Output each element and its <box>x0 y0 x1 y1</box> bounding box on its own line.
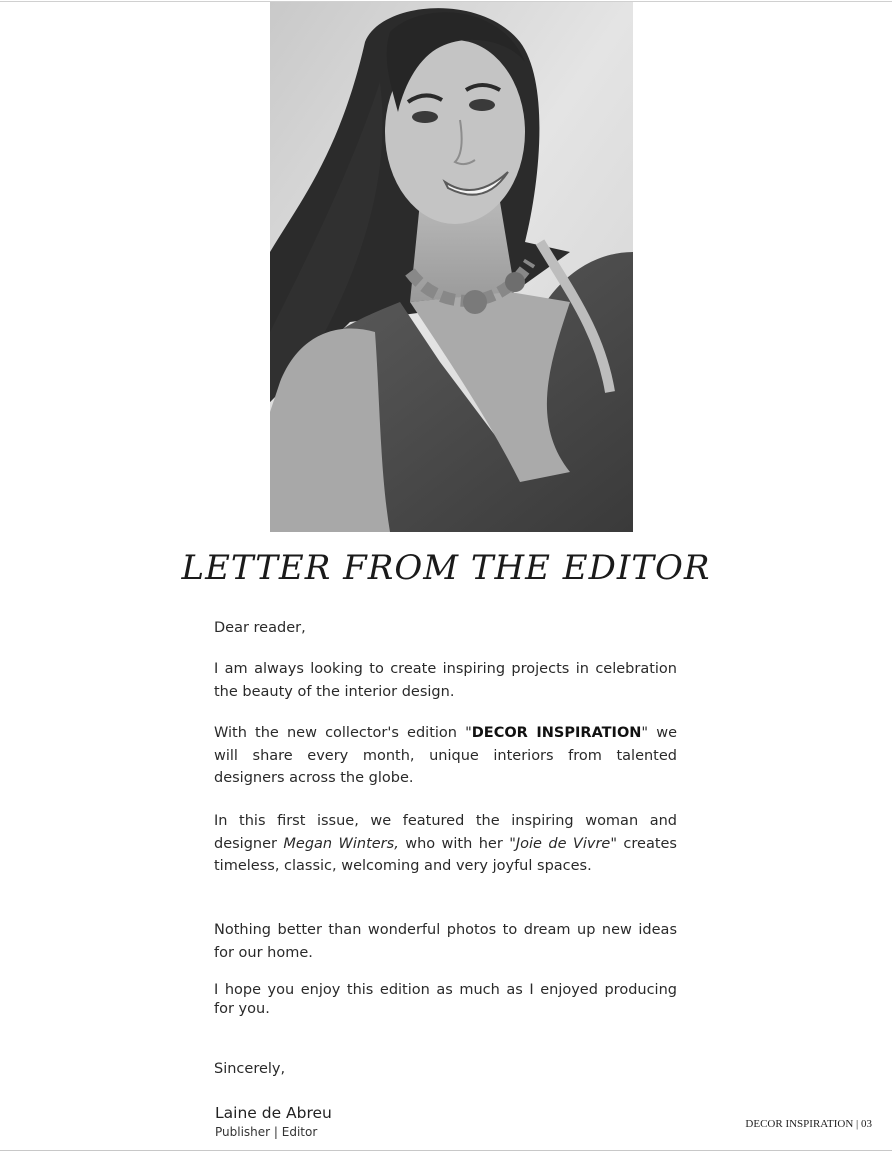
p3-text-end: " creates timeless, classic, welcoming and very joyful spaces. <box>214 835 677 874</box>
letter-greeting: Dear reader, <box>214 620 306 636</box>
p3-text-start: In this first issue, we featured the inspiring woman and designer <box>214 813 677 852</box>
letter-closing: Sincerely, <box>214 1061 286 1077</box>
footer-publication: DECOR INSPIRATION <box>745 1118 854 1130</box>
signature-title: Publisher | Editor <box>215 1125 318 1139</box>
p2-text-start: With the new collector's edition " <box>214 725 472 741</box>
signature-name: Laine de Abreu <box>215 1104 332 1122</box>
p3-text-middle: who with her " <box>398 835 516 852</box>
page-number: 03 <box>861 1118 872 1130</box>
letter-paragraph-2 <box>214 722 677 790</box>
page-footer <box>745 1118 872 1130</box>
magazine-name-emphasis: DECOR INSPIRATION <box>471 725 642 741</box>
letter-paragraph-3 <box>214 810 677 878</box>
designer-motto: Joie de Vivre <box>515 835 611 852</box>
p2-text-end: " we will share every month, unique interiors from talented designers across the globe. <box>214 725 677 786</box>
letter-paragraph-1: I am always looking to create inspiring projects in celebration the beauty of the interior design. <box>214 661 677 700</box>
designer-name: Megan Winters, <box>283 835 399 852</box>
letter-paragraph-4: Nothing better than wonderful photos to dream up new ideas for our home. <box>214 922 677 961</box>
letter-paragraph-5: I hope you enjoy this edition as much as I enjoyed producing for you. <box>214 982 677 1017</box>
editor-portrait-photo <box>270 2 633 532</box>
footer-separator: | <box>856 1118 859 1130</box>
bottom-rule <box>0 1150 892 1151</box>
letter-headline: LETTER FROM THE EDITOR <box>181 548 711 588</box>
